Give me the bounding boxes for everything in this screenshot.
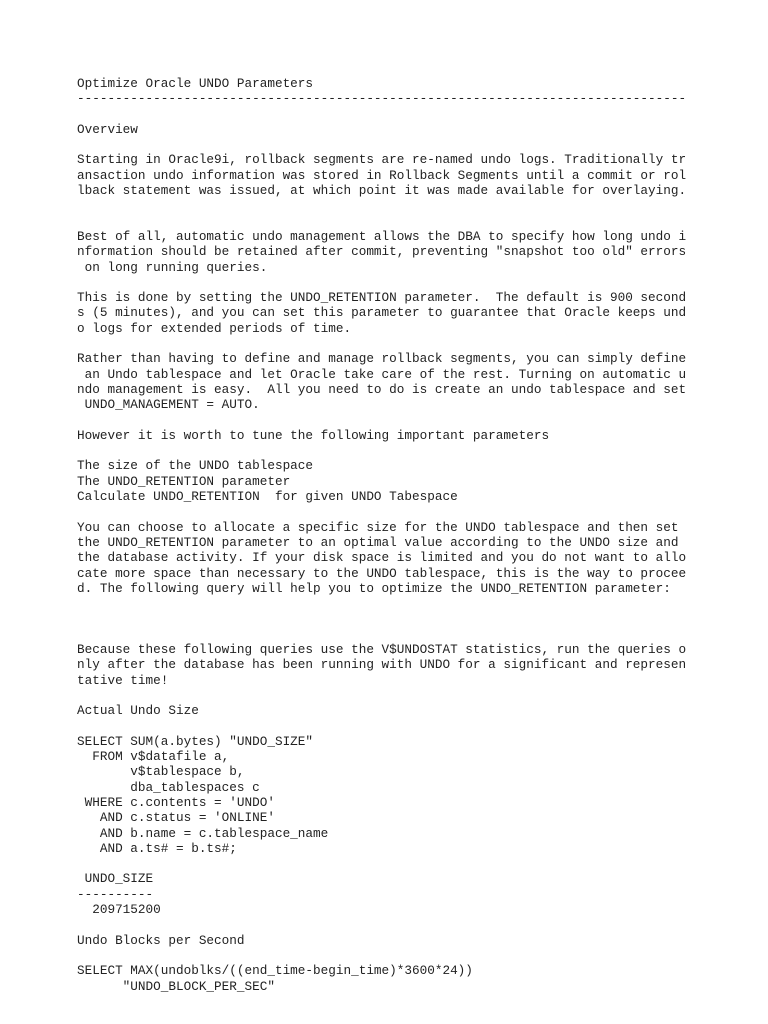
text-line [77, 198, 757, 213]
text-line: ndo management is easy. All you need to do is create an undo tablespace and set [77, 381, 687, 397]
text-line: Because these following queries use the V$UNDOSTAT statistics, run the queries o [77, 641, 687, 657]
text-line: This is done by setting the UNDO_RETENTION parameter. The default is 900 second [77, 290, 687, 306]
text-line: UNDO_MANAGEMENT = AUTO. [77, 397, 260, 413]
text-line: SELECT SUM(a.bytes) "UNDO_SIZE" [77, 733, 314, 749]
text-line: The size of the UNDO tablespace [77, 458, 314, 474]
text-line: The UNDO_RETENTION parameter [77, 473, 291, 489]
text-line: FROM v$datafile a, [77, 749, 230, 765]
text-line [77, 688, 757, 703]
text-line: ansaction undo information was stored in Rollback Segments until a commit or rol [77, 167, 687, 183]
text-line [77, 336, 757, 351]
text-line [77, 917, 757, 932]
text-line: nformation should be retained after commit, preventing "snapshot too old" errors [77, 244, 687, 260]
text-line: WHERE c.contents = 'UNDO' [77, 794, 275, 810]
document-body [77, 76, 757, 994]
text-line [77, 137, 757, 152]
text-line: an Undo tablespace and let Oracle take care of the rest. Turning on automatic u [77, 366, 687, 382]
text-line: s (5 minutes), and you can set this parameter to guarantee that Oracle keeps und [77, 305, 687, 321]
text-line [77, 413, 757, 428]
text-line: AND c.status = 'ONLINE' [77, 810, 275, 826]
text-line [77, 107, 757, 122]
text-line: ---------- [77, 886, 154, 902]
text-line [77, 611, 757, 626]
text-line: AND a.ts# = b.ts#; [77, 840, 237, 856]
text-line [77, 948, 757, 963]
text-line: nly after the database has been running with UNDO for a significant and represen [77, 657, 687, 673]
text-line: "UNDO_BLOCK_PER_SEC" [77, 978, 275, 994]
text-line: You can choose to allocate a specific size for the UNDO tablespace and then set [77, 519, 679, 535]
text-line [77, 627, 757, 642]
text-line: -------------------------------------------------------------------------------- [77, 91, 687, 107]
text-line: Best of all, automatic undo management allows the DBA to specify how long undo i [77, 228, 687, 244]
text-line [77, 214, 757, 229]
text-line: dba_tablespaces c [77, 779, 260, 795]
text-line: d. The following query will help you to optimize the UNDO_RETENTION parameter: [77, 580, 671, 596]
text-line: tative time! [77, 672, 169, 688]
text-line: Rather than having to define and manage rollback segments, you can simply define [77, 351, 687, 367]
text-line: Undo Blocks per Second [77, 932, 245, 948]
text-line [77, 443, 757, 458]
text-line: Calculate UNDO_RETENTION for given UNDO Tabespace [77, 489, 458, 505]
text-line: 209715200 [77, 902, 161, 918]
text-line: Overview [77, 121, 138, 137]
text-line: o logs for extended periods of time. [77, 320, 352, 336]
text-line: the database activity. If your disk space is limited and you do not want to allo [77, 550, 687, 566]
text-line: lback statement was issued, at which point it was made available for overlaying. [77, 183, 687, 199]
text-line: Optimize Oracle UNDO Parameters [77, 76, 314, 91]
text-line [77, 718, 757, 733]
text-line: UNDO_SIZE [77, 871, 154, 887]
text-line: Actual Undo Size [77, 703, 199, 719]
text-line: the UNDO_RETENTION parameter to an optimal value according to the UNDO size and [77, 534, 679, 550]
text-line: on long running queries. [77, 259, 268, 275]
text-line: cate more space than necessary to the UNDO tablespace, this is the way to procee [77, 565, 687, 581]
text-line: Starting in Oracle9i, rollback segments are re-named undo logs. Traditionally tr [77, 152, 687, 168]
text-line [77, 856, 757, 871]
text-line [77, 596, 757, 611]
text-line: SELECT MAX(undoblks/((end_time-begin_time)*3600*24)) [77, 963, 473, 979]
text-line: AND b.name = c.tablespace_name [77, 825, 329, 841]
text-line [77, 275, 757, 290]
text-line [77, 504, 757, 519]
text-line: v$tablespace b, [77, 764, 245, 780]
text-line: However it is worth to tune the following important parameters [77, 427, 550, 443]
